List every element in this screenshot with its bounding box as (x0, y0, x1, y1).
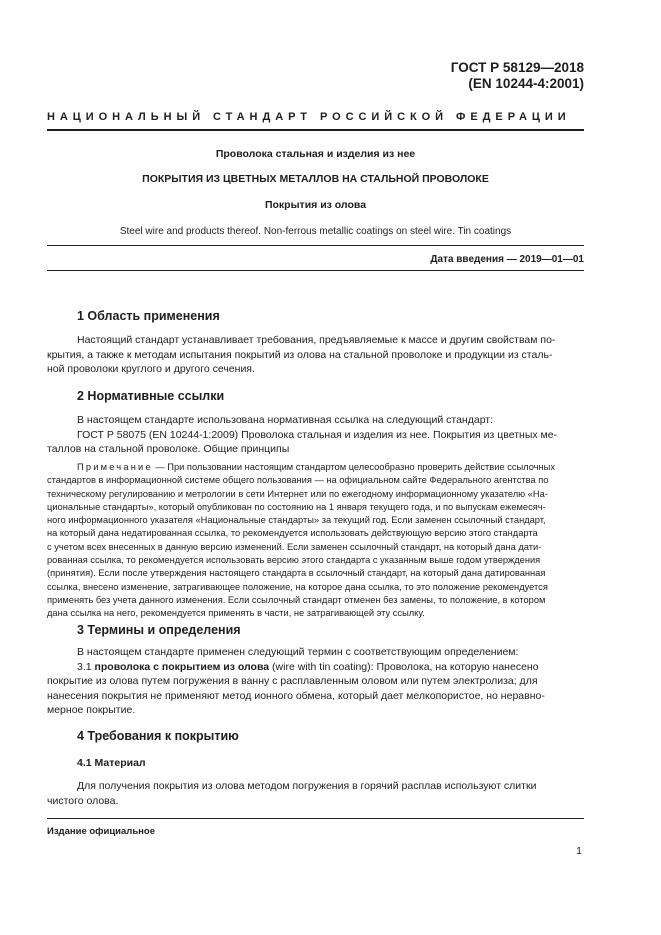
document-code-en: (EN 10244-4:2001) (468, 76, 584, 91)
section-3-paragraph: В настоящем стандарте применен следующий термин с соответствующим определением: 3.1 проволока с покрытием из олова (wire with tin coating): Проволока, на которую нанесено покрытие из олова путем погружения в ванну с расплавленным оловом или путем электролиза; для нанесения покрытия не применяют метод ионного обмена, который дает мелкопористое, но неравно- мерное покрытие. (47, 646, 545, 717)
introduction-date: Дата введения — 2019—01—01 (430, 254, 584, 265)
title-english: Steel wire and products thereof. Non-ferrous metallic coatings on steel wire. Tin coatings (119, 226, 512, 237)
title-main: ПОКРЫТИЯ ИЗ ЦВЕТНЫХ МЕТАЛЛОВ НА СТАЛЬНОЙ ПРОВОЛОКЕ (142, 173, 489, 185)
national-standard-banner: НАЦИОНАЛЬНЫЙ СТАНДАРТ РОССИЙСКОЙ ФЕДЕРАЦИИ (47, 111, 571, 123)
section-3-heading: 3 Термины и определения (77, 623, 241, 637)
section-2-paragraph: В настоящем стандарте использована нормативная ссылка на следующий стандарт: ГОСТ Р 58075 (EN 10244-1:2009) Проволока стальная и изделия из нее. Покрытия из цветных ме- таллов на стальной проволоке. Общие принципы (47, 414, 558, 456)
note-label: Примечание (77, 462, 153, 472)
term-english: (wire with tin coating) (272, 660, 371, 673)
section-4-1-paragraph: Для получения покрытия из олова методом погружения в горячий расплав используют слитки чистого олова. (47, 780, 537, 807)
official-edition-label: Издание официальное (47, 826, 155, 837)
section-2-note: Примечание — При пользовании настоящим стандартом целесообразно проверить действие ссылочных стандартов в информационной системе общего пользования — на официальном сайте Федерального агентства по техническому регулированию и метрологии в сети Интернет или по ежегодному информационному указателю «На- циональные стандарты», который опубликован по состоянию на 1 января текущего года, и по выпускам ежемесяч- ного информационного указателя «Национальные стандарты» за текущий год. Если заменен ссылочный стандарт, на который дана недатированная ссылка, то рекомендуется использовать действующую версию этого стандарта с учетом всех внесенных в данную версию изменений. Если заменен ссылочный стандарт, на который дана дати- рованная ссылка, то рекомендуется использовать версию этого стандарта с указанным выше годом утверждения (принятия). Если после утверждения настоящего стандарта в ссылочный стандарт, на который дана датированная ссылка, внесено изменение, затрагивающее положение, на которое дана ссылка, то это положение рекомендуется применять без учета данного изменения. Если ссылочный стандарт отменен без замены, то положение, в котором дана ссылка на него, рекомендуется применять в части, не затрагивающей эту ссылку. (47, 462, 555, 619)
term: проволока с покрытием из олова (94, 660, 270, 673)
section-1-paragraph: Настоящий стандарт устанавливает требования, предъявляемые к массе и другим свойствам по- крытия, а также к методам испытания покрытий из олова на стальной проволоке и продукции из сталь- ной проволоки круглого и другого сечения. (47, 334, 556, 376)
page-number: 1 (576, 845, 582, 857)
header-divider (47, 129, 584, 131)
document-code (451, 60, 584, 92)
title-sub: Покрытия из олова (264, 199, 367, 211)
title-divider (47, 245, 584, 246)
term-number: 3.1 (77, 660, 92, 673)
date-divider (47, 270, 584, 271)
footer-divider (47, 818, 584, 819)
document-code-gost: ГОСТ Р 58129—2018 (450, 60, 584, 75)
section-4-heading: 4 Требования к покрытию (77, 729, 239, 743)
section-2-heading: 2 Нормативные ссылки (77, 389, 225, 403)
section-1-heading: 1 Область применения (77, 309, 220, 323)
title-group: Проволока стальная и изделия из нее (215, 148, 416, 160)
section-4-1-heading: 4.1 Материал (77, 757, 146, 769)
